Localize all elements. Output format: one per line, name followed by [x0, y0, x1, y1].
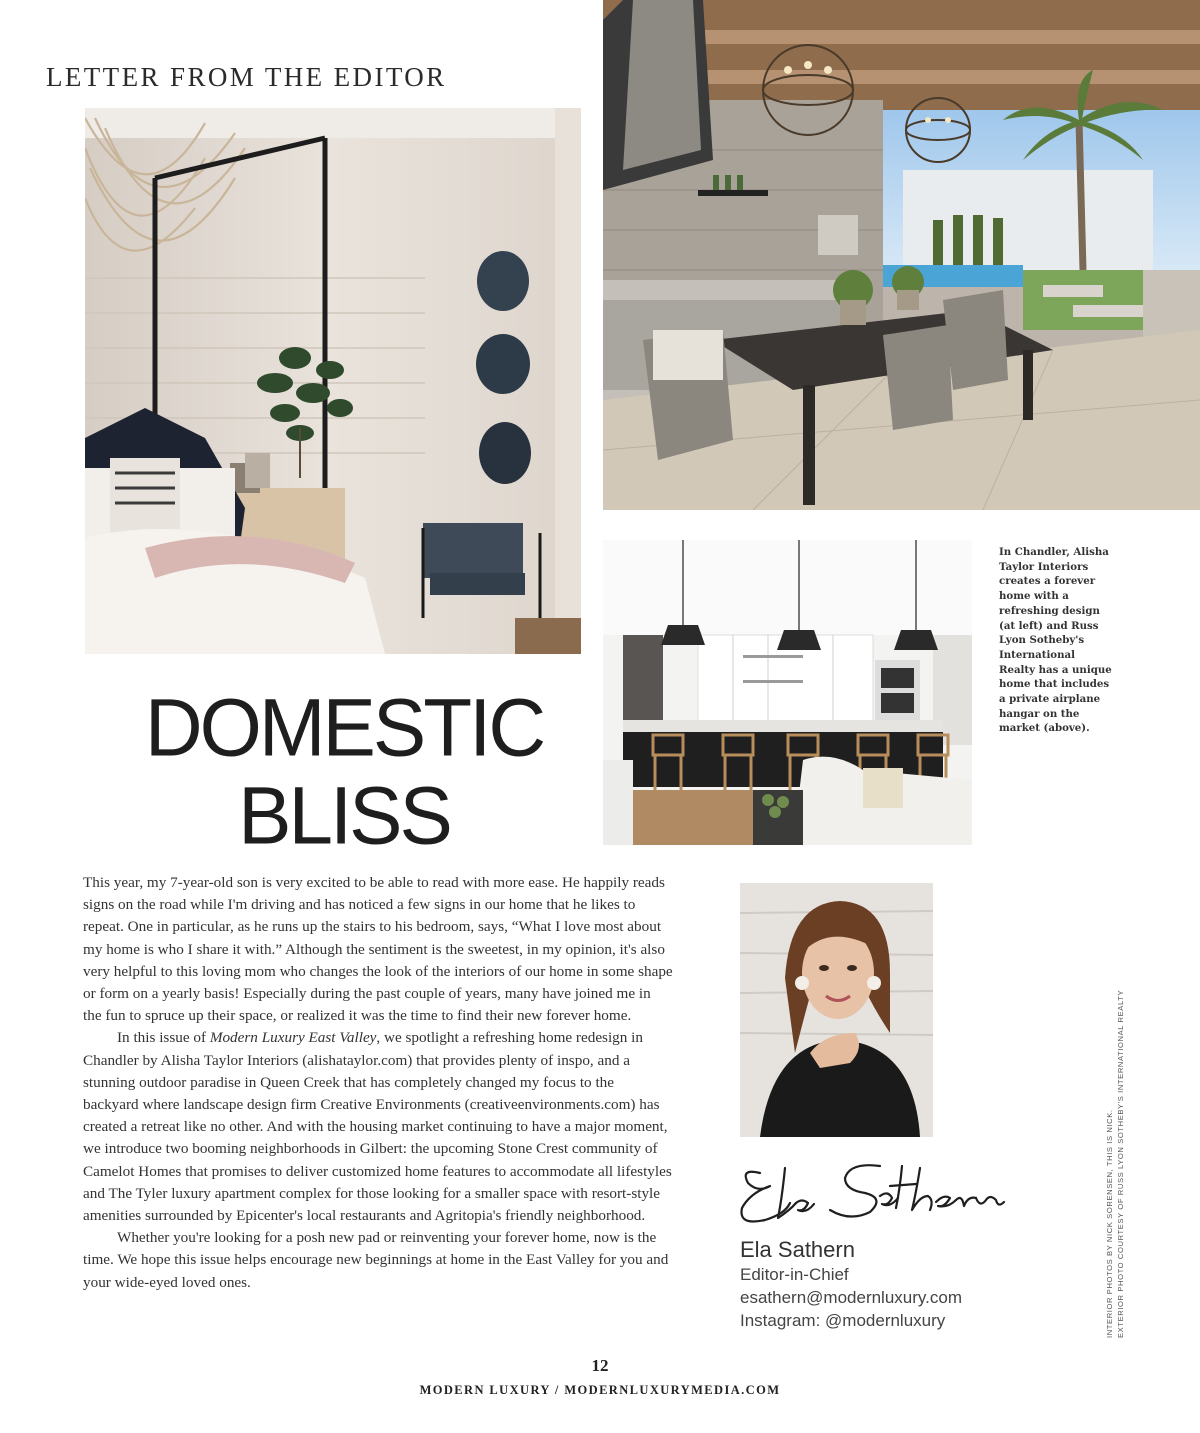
photo-credit-line-2: EXTERIOR PHOTO COURTESY OF RUSS LYON SOTHEBY'S INTERNATIONAL REALTY [1116, 989, 1125, 1338]
paragraph-2: In this issue of Modern Luxury East Valley, we spotlight a refreshing home redesign in Chandler by Alisha Taylor Interiors (alishataylor.com) that provides plenty of inspo, and a stunning outdoor paradise in Queen Creek that has completely changed my focus to the backyard where landscape design firm Creative Environments (creativeenvironments.com) has created a retreat like no other. And with the housing market continuing to have a major moment, we introduce two booming neighborhoods in Gilbert: the upcoming Stone Crest community of Camelot Homes that promises to deliver customized home features to accommodate all lifestyles and The Tyler luxury apartment complex for those looking for a smaller space with resort-style amenities surrounded by Epicenter's local restaurants and Agritopia's friendly neighborhood. [83, 1029, 672, 1225]
outdoor-kitchen-photo [603, 0, 1200, 510]
section-label: LETTER FROM THE EDITOR [46, 62, 447, 92]
editor-title: Editor-in-Chief [740, 1265, 849, 1284]
editor-email[interactable]: esathern@modernluxury.com [740, 1288, 962, 1307]
paragraph-1: This year, my 7-year-old son is very excited to be able to read with more ease. He happily reads signs on the road while I'm driving and has noticed a few signs in our home that he likes to repeat. One in particular, as he runs up the stairs to his bedroom, says, “What I love most about my home is who I share it with.” Although the sentiment is the sweetest, in my opinion, it's also very helpful to this loving mom who changes the look of the interiors of our home in some shape or form on a yearly basis! Especially during the past couple of years, many have joined me in the fun to spruce up their space, or realized it was the time to find their new forever home. [83, 874, 673, 1025]
headline [84, 684, 604, 859]
paragraph-3: Whether you're looking for a posh new pad or reinventing your forever home, now is the time. We hope this issue helps encourage new beginnings at home in the East Valley for you and your wide-eyed loved ones. [83, 1229, 669, 1291]
bedroom-photo [85, 108, 581, 654]
editor-name: Ela Sathern [740, 1237, 855, 1262]
editor-portrait [740, 883, 933, 1137]
editor-signature [730, 1148, 1020, 1243]
letter-body [83, 872, 673, 1294]
photo-credit [1104, 958, 1136, 1338]
footer-publication: MODERN LUXURY / MODERNLUXURYMEDIA.COM [419, 1383, 781, 1397]
headline-line-1: DOMESTIC [144, 682, 544, 774]
magazine-title: Modern Luxury East Valley [209, 1029, 377, 1047]
headline-line-2: BLISS [238, 769, 450, 861]
kitchen-photo [603, 540, 972, 845]
page-number: 12 [591, 1356, 609, 1375]
photo-credit-line-1: INTERIOR PHOTOS BY NICK SORENSEN, THIS IS NICK. [1105, 1109, 1114, 1338]
editor-instagram[interactable]: Instagram: @modernluxury [740, 1311, 946, 1330]
photo-caption: In Chandler, Alisha Taylor Interiors creates a forever home with a refreshing design (at left) and Russ Lyon Sotheby's International Realty has a unique home that includes a private airplane hangar on the market (above). [999, 546, 1112, 735]
